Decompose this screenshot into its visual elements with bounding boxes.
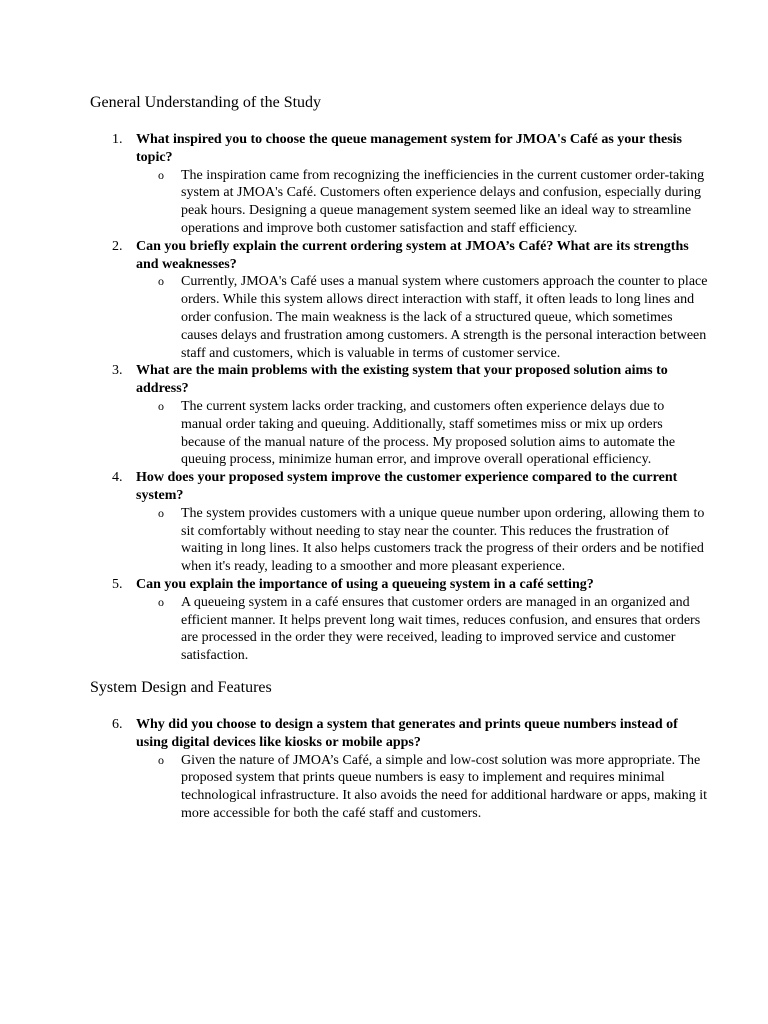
answer-block	[136, 594, 708, 665]
question-number: 5.	[112, 576, 123, 592]
question-text: Can you explain the importance of using a queueing system in a café setting?	[136, 576, 594, 592]
question-item-1	[90, 131, 708, 238]
section-heading-general-understanding: General Understanding of the Study	[90, 94, 322, 111]
question-item-5	[90, 576, 708, 665]
question-text: Can you briefly explain the current ordering system at JMOA’s Café? What are its strengths and weaknesses?	[136, 238, 689, 272]
answer-block	[136, 398, 708, 469]
question-item-6	[90, 716, 708, 823]
bullet-circle-icon: o	[158, 398, 164, 413]
answer-text: Currently, JMOA's Café uses a manual system where customers approach the counter to place orders. While this system allows direct interaction with staff, it often leads to long lines and order confusion. The main weakness is the lack of a structured queue, which sometimes causes delays and frustration among customers. A strength is the personal interaction between staff and customers, which is valuable in terms of customer service.	[181, 274, 708, 361]
question-list-general	[90, 131, 708, 665]
question-number: 4.	[112, 470, 123, 486]
question-item-2	[90, 238, 708, 363]
question-text: Why did you choose to design a system that generates and prints queue numbers instead of using digital devices like kiosks or mobile apps?	[136, 716, 678, 750]
answer-block	[136, 273, 708, 362]
question-number: 3.	[112, 363, 123, 379]
answer-text: Given the nature of JMOA’s Café, a simple and low-cost solution was more appropriate. The proposed system that prints queue numbers is easy to implement and requires minimal technological infrastructure. It also avoids the need for additional hardware or apps, making it more accessible for both the café staff and customers.	[181, 752, 707, 821]
answer-block	[136, 752, 708, 823]
question-number: 2.	[112, 238, 123, 254]
section-heading-system-design: System Design and Features	[90, 678, 272, 696]
question-item-4	[90, 469, 708, 576]
bullet-circle-icon: o	[158, 752, 164, 767]
question-text: What inspired you to choose the queue management system for JMOA's Café as your thesis topic?	[136, 132, 682, 165]
bullet-circle-icon: o	[158, 505, 164, 520]
question-item-3	[90, 362, 708, 469]
question-number: 1.	[112, 132, 123, 147]
answer-text: The inspiration came from recognizing the inefficiencies in the current customer order-taking system at JMOA's Café. Customers often experience delays and confusion, especially during peak hours. Designing a queue management system seemed like an ideal way to streamline operations and improve both customer satisfaction and staff efficiency.	[181, 167, 705, 236]
answer-text: The system provides customers with a unique queue number upon ordering, allowing them to sit comfortably without needing to stay near the counter. This reduces the frustration of waiting in long lines. It also helps customers track the progress of their orders and be notified when it's ready, leading to a smoother and more pleasant experience.	[181, 505, 705, 575]
question-text: How does your proposed system improve the customer experience compared to the current system?	[136, 470, 678, 503]
answer-text: The current system lacks order tracking, and customers often experience delays due to manual order taking and queuing. Additionally, staff sometimes miss or mix up orders because of the manual nature of the process. My proposed solution aims to automate the queuing process, minimize human error, and improve overall operational efficiency.	[181, 398, 676, 468]
answer-block	[136, 505, 708, 576]
bullet-circle-icon: o	[158, 167, 164, 182]
bullet-circle-icon: o	[158, 274, 164, 289]
question-list-system-design	[90, 716, 708, 823]
question-number: 6.	[112, 716, 123, 732]
question-text: What are the main problems with the existing system that your proposed solution aims to address?	[136, 363, 668, 397]
bullet-circle-icon: o	[158, 594, 164, 609]
answer-block	[136, 167, 708, 238]
answer-text: A queueing system in a café ensures that customer orders are managed in an organized and efficient manner. It helps prevent long wait times, reduces confusion, and ensures that orders are processed in the order they were received, leading to improved service and customer satisfaction.	[181, 594, 701, 664]
